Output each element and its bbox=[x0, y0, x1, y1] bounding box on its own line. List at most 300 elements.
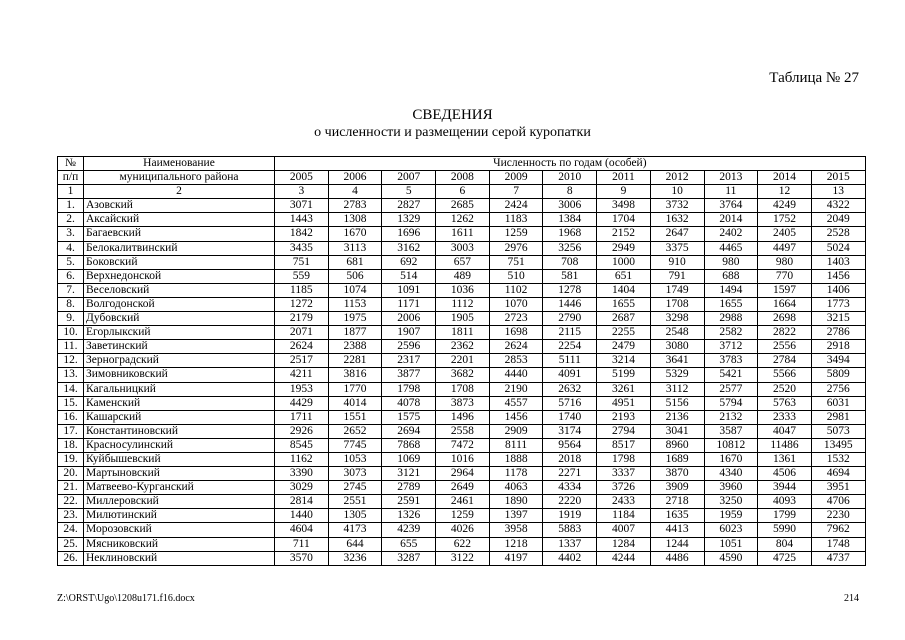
population-value: 2201 bbox=[436, 354, 490, 368]
year-header: 2009 bbox=[489, 171, 543, 185]
population-value: 2520 bbox=[758, 382, 812, 396]
population-value: 5990 bbox=[758, 523, 812, 537]
header-row-1 bbox=[58, 157, 866, 171]
population-value: 3816 bbox=[328, 368, 382, 382]
population-value: 2254 bbox=[543, 340, 597, 354]
population-value: 804 bbox=[758, 537, 812, 551]
population-value: 1919 bbox=[543, 509, 597, 523]
table-row bbox=[58, 241, 866, 255]
population-value: 2402 bbox=[704, 227, 758, 241]
population-value: 4557 bbox=[489, 396, 543, 410]
year-header: 2005 bbox=[275, 171, 329, 185]
population-value: 2789 bbox=[382, 481, 436, 495]
district-name: Зимовниковский bbox=[84, 368, 275, 382]
district-name: Дубовский bbox=[84, 312, 275, 326]
footer-page-number: 214 bbox=[844, 593, 859, 604]
population-value: 1664 bbox=[758, 297, 812, 311]
district-name: Егорлыкский bbox=[84, 326, 275, 340]
population-value: 2551 bbox=[328, 495, 382, 509]
population-value: 2698 bbox=[758, 312, 812, 326]
table-number: Таблица № 27 bbox=[769, 70, 859, 86]
column-number-cell: 3 bbox=[275, 185, 329, 199]
population-value: 1404 bbox=[597, 283, 651, 297]
population-value: 3944 bbox=[758, 481, 812, 495]
population-value: 2317 bbox=[382, 354, 436, 368]
population-value: 2981 bbox=[811, 410, 865, 424]
population-value: 2624 bbox=[489, 340, 543, 354]
population-value: 5329 bbox=[650, 368, 704, 382]
population-value: 751 bbox=[489, 255, 543, 269]
population-value: 7745 bbox=[328, 438, 382, 452]
population-value: 8517 bbox=[597, 438, 651, 452]
population-value: 4063 bbox=[489, 481, 543, 495]
population-value: 5199 bbox=[597, 368, 651, 382]
population-value: 651 bbox=[597, 269, 651, 283]
population-value: 1748 bbox=[811, 537, 865, 551]
population-value: 5763 bbox=[758, 396, 812, 410]
population-value: 3261 bbox=[597, 382, 651, 396]
population-value: 1877 bbox=[328, 326, 382, 340]
district-name: Заветинский bbox=[84, 340, 275, 354]
population-value: 4497 bbox=[758, 241, 812, 255]
footer-file-path: Z:\ORST\Ugo\1208u171.f16.docx bbox=[57, 593, 195, 604]
population-value: 910 bbox=[650, 255, 704, 269]
row-number: 19. bbox=[58, 452, 84, 466]
row-number: 4. bbox=[58, 241, 84, 255]
population-value: 1496 bbox=[436, 410, 490, 424]
population-value: 1262 bbox=[436, 213, 490, 227]
row-number: 18. bbox=[58, 438, 84, 452]
year-header: 2007 bbox=[382, 171, 436, 185]
population-value: 2647 bbox=[650, 227, 704, 241]
population-value: 1397 bbox=[489, 509, 543, 523]
population-value: 1053 bbox=[328, 452, 382, 466]
table-row bbox=[58, 312, 866, 326]
population-value: 3214 bbox=[597, 354, 651, 368]
population-value: 3112 bbox=[650, 382, 704, 396]
population-value: 4173 bbox=[328, 523, 382, 537]
population-value: 2926 bbox=[275, 424, 329, 438]
population-value: 1403 bbox=[811, 255, 865, 269]
population-value: 1153 bbox=[328, 297, 382, 311]
district-name: Зерноградский bbox=[84, 354, 275, 368]
population-value: 2362 bbox=[436, 340, 490, 354]
population-value: 8111 bbox=[489, 438, 543, 452]
population-value: 1798 bbox=[597, 452, 651, 466]
district-name: Боковский bbox=[84, 255, 275, 269]
column-number-cell: 2 bbox=[84, 185, 275, 199]
population-value: 4737 bbox=[811, 551, 865, 565]
population-value: 622 bbox=[436, 537, 490, 551]
population-value: 2179 bbox=[275, 312, 329, 326]
header-row-2 bbox=[58, 171, 866, 185]
year-header: 2008 bbox=[436, 171, 490, 185]
population-value: 2405 bbox=[758, 227, 812, 241]
population-value: 4091 bbox=[543, 368, 597, 382]
row-number: 10. bbox=[58, 326, 84, 340]
population-value: 2271 bbox=[543, 467, 597, 481]
row-number: 14. bbox=[58, 382, 84, 396]
population-value: 2071 bbox=[275, 326, 329, 340]
population-value: 1689 bbox=[650, 452, 704, 466]
table-row bbox=[58, 495, 866, 509]
row-number: 12. bbox=[58, 354, 84, 368]
row-number: 17. bbox=[58, 424, 84, 438]
population-value: 5073 bbox=[811, 424, 865, 438]
col-name-header-2: муниципального района bbox=[84, 171, 275, 185]
population-value: 1632 bbox=[650, 213, 704, 227]
table-row bbox=[58, 199, 866, 213]
population-value: 1244 bbox=[650, 537, 704, 551]
population-value: 1446 bbox=[543, 297, 597, 311]
district-name: Верхнедонской bbox=[84, 269, 275, 283]
table-row bbox=[58, 467, 866, 481]
population-value: 2049 bbox=[811, 213, 865, 227]
row-number: 22. bbox=[58, 495, 84, 509]
population-value: 1326 bbox=[382, 509, 436, 523]
population-value: 1112 bbox=[436, 297, 490, 311]
column-number-cell: 8 bbox=[543, 185, 597, 199]
population-value: 2388 bbox=[328, 340, 382, 354]
population-value: 1773 bbox=[811, 297, 865, 311]
population-value: 1337 bbox=[543, 537, 597, 551]
population-value: 5566 bbox=[758, 368, 812, 382]
row-number: 16. bbox=[58, 410, 84, 424]
population-value: 2333 bbox=[758, 410, 812, 424]
row-number: 1. bbox=[58, 199, 84, 213]
population-value: 1185 bbox=[275, 283, 329, 297]
population-value: 1171 bbox=[382, 297, 436, 311]
population-value: 4506 bbox=[758, 467, 812, 481]
row-number: 26. bbox=[58, 551, 84, 565]
table-row bbox=[58, 255, 866, 269]
population-value: 5716 bbox=[543, 396, 597, 410]
population-value: 1532 bbox=[811, 452, 865, 466]
population-value: 3494 bbox=[811, 354, 865, 368]
population-value: 4402 bbox=[543, 551, 597, 565]
population-value: 2591 bbox=[382, 495, 436, 509]
col-no-header-2: п/п bbox=[58, 171, 84, 185]
population-value: 559 bbox=[275, 269, 329, 283]
population-value: 2685 bbox=[436, 199, 490, 213]
population-value: 3162 bbox=[382, 241, 436, 255]
population-value: 3256 bbox=[543, 241, 597, 255]
population-value: 2517 bbox=[275, 354, 329, 368]
district-name: Волгодонской bbox=[84, 297, 275, 311]
population-value: 9564 bbox=[543, 438, 597, 452]
column-number-cell: 13 bbox=[811, 185, 865, 199]
population-value: 3215 bbox=[811, 312, 865, 326]
population-value: 2152 bbox=[597, 227, 651, 241]
population-value: 751 bbox=[275, 255, 329, 269]
population-value: 2582 bbox=[704, 326, 758, 340]
table-row bbox=[58, 227, 866, 241]
table-row bbox=[58, 283, 866, 297]
population-value: 1635 bbox=[650, 509, 704, 523]
population-value: 3174 bbox=[543, 424, 597, 438]
population-value: 6023 bbox=[704, 523, 758, 537]
population-value: 4951 bbox=[597, 396, 651, 410]
population-value: 1708 bbox=[436, 382, 490, 396]
district-name: Красносулинский bbox=[84, 438, 275, 452]
district-name: Миллеровский bbox=[84, 495, 275, 509]
population-value: 1259 bbox=[436, 509, 490, 523]
population-value: 1069 bbox=[382, 452, 436, 466]
population-value: 644 bbox=[328, 537, 382, 551]
population-value: 2596 bbox=[382, 340, 436, 354]
population-value: 3337 bbox=[597, 467, 651, 481]
population-value: 4725 bbox=[758, 551, 812, 565]
population-value: 1278 bbox=[543, 283, 597, 297]
population-value: 3122 bbox=[436, 551, 490, 565]
col-group-header: Численность по годам (особей) bbox=[275, 157, 866, 171]
population-value: 1770 bbox=[328, 382, 382, 396]
population-value: 3783 bbox=[704, 354, 758, 368]
table-row bbox=[58, 269, 866, 283]
population-value: 7472 bbox=[436, 438, 490, 452]
population-value: 1704 bbox=[597, 213, 651, 227]
table-row bbox=[58, 340, 866, 354]
population-value: 2632 bbox=[543, 382, 597, 396]
population-value: 1091 bbox=[382, 283, 436, 297]
row-number: 20. bbox=[58, 467, 84, 481]
population-value: 2136 bbox=[650, 410, 704, 424]
population-value: 655 bbox=[382, 537, 436, 551]
column-number-cell: 5 bbox=[382, 185, 436, 199]
table-row bbox=[58, 481, 866, 495]
population-value: 5421 bbox=[704, 368, 758, 382]
population-value: 4249 bbox=[758, 199, 812, 213]
population-value: 3041 bbox=[650, 424, 704, 438]
row-number: 3. bbox=[58, 227, 84, 241]
population-value: 5794 bbox=[704, 396, 758, 410]
population-value: 1968 bbox=[543, 227, 597, 241]
population-value: 6031 bbox=[811, 396, 865, 410]
population-value: 4211 bbox=[275, 368, 329, 382]
population-value: 3877 bbox=[382, 368, 436, 382]
population-value: 1443 bbox=[275, 213, 329, 227]
population-value: 1597 bbox=[758, 283, 812, 297]
population-value: 1842 bbox=[275, 227, 329, 241]
population-value: 3498 bbox=[597, 199, 651, 213]
table-row bbox=[58, 537, 866, 551]
population-value: 1184 bbox=[597, 509, 651, 523]
population-value: 1749 bbox=[650, 283, 704, 297]
population-value: 13495 bbox=[811, 438, 865, 452]
population-value: 711 bbox=[275, 537, 329, 551]
population-value: 1000 bbox=[597, 255, 651, 269]
population-value: 1218 bbox=[489, 537, 543, 551]
population-value: 2694 bbox=[382, 424, 436, 438]
district-name: Аксайский bbox=[84, 213, 275, 227]
row-number: 7. bbox=[58, 283, 84, 297]
population-value: 2909 bbox=[489, 424, 543, 438]
population-value: 4026 bbox=[436, 523, 490, 537]
population-value: 4340 bbox=[704, 467, 758, 481]
district-name: Багаевский bbox=[84, 227, 275, 241]
population-value: 2687 bbox=[597, 312, 651, 326]
column-number-cell: 11 bbox=[704, 185, 758, 199]
population-value: 1975 bbox=[328, 312, 382, 326]
population-value: 1440 bbox=[275, 509, 329, 523]
population-value: 4047 bbox=[758, 424, 812, 438]
population-value: 1456 bbox=[489, 410, 543, 424]
table-row bbox=[58, 326, 866, 340]
population-value: 2649 bbox=[436, 481, 490, 495]
district-name: Матвеево-Курганский bbox=[84, 481, 275, 495]
row-number: 21. bbox=[58, 481, 84, 495]
population-value: 3951 bbox=[811, 481, 865, 495]
row-number: 23. bbox=[58, 509, 84, 523]
population-value: 2786 bbox=[811, 326, 865, 340]
population-value: 3113 bbox=[328, 241, 382, 255]
population-value: 3287 bbox=[382, 551, 436, 565]
population-value: 3003 bbox=[436, 241, 490, 255]
district-name: Милютинский bbox=[84, 509, 275, 523]
table-row bbox=[58, 410, 866, 424]
population-value: 3873 bbox=[436, 396, 490, 410]
population-value: 657 bbox=[436, 255, 490, 269]
population-value: 2784 bbox=[758, 354, 812, 368]
population-value: 1811 bbox=[436, 326, 490, 340]
population-value: 3375 bbox=[650, 241, 704, 255]
population-value: 1284 bbox=[597, 537, 651, 551]
population-value: 1752 bbox=[758, 213, 812, 227]
population-value: 3641 bbox=[650, 354, 704, 368]
population-value: 2756 bbox=[811, 382, 865, 396]
year-header: 2011 bbox=[597, 171, 651, 185]
population-value: 1016 bbox=[436, 452, 490, 466]
table-row bbox=[58, 382, 866, 396]
district-name: Веселовский bbox=[84, 283, 275, 297]
district-name: Константиновский bbox=[84, 424, 275, 438]
population-value: 2230 bbox=[811, 509, 865, 523]
column-number-cell: 1 bbox=[58, 185, 84, 199]
population-value: 1670 bbox=[328, 227, 382, 241]
population-value: 3712 bbox=[704, 340, 758, 354]
population-value: 3587 bbox=[704, 424, 758, 438]
table-row bbox=[58, 396, 866, 410]
document-title: СВЕДЕНИЯ bbox=[412, 107, 493, 123]
district-name: Азовский bbox=[84, 199, 275, 213]
population-value: 2718 bbox=[650, 495, 704, 509]
population-value: 2949 bbox=[597, 241, 651, 255]
population-value: 2014 bbox=[704, 213, 758, 227]
population-value: 4465 bbox=[704, 241, 758, 255]
population-value: 3682 bbox=[436, 368, 490, 382]
population-value: 1074 bbox=[328, 283, 382, 297]
population-value: 1888 bbox=[489, 452, 543, 466]
population-value: 2115 bbox=[543, 326, 597, 340]
district-name: Мартыновский bbox=[84, 467, 275, 481]
population-value: 1708 bbox=[650, 297, 704, 311]
population-value: 2006 bbox=[382, 312, 436, 326]
population-value: 581 bbox=[543, 269, 597, 283]
population-value: 3071 bbox=[275, 199, 329, 213]
year-header: 2012 bbox=[650, 171, 704, 185]
population-value: 1575 bbox=[382, 410, 436, 424]
population-value: 1051 bbox=[704, 537, 758, 551]
population-value: 1259 bbox=[489, 227, 543, 241]
district-name: Морозовский bbox=[84, 523, 275, 537]
table-row bbox=[58, 452, 866, 466]
population-value: 2018 bbox=[543, 452, 597, 466]
population-value: 1698 bbox=[489, 326, 543, 340]
population-value: 1272 bbox=[275, 297, 329, 311]
population-value: 4706 bbox=[811, 495, 865, 509]
population-value: 1329 bbox=[382, 213, 436, 227]
year-header: 2006 bbox=[328, 171, 382, 185]
population-value: 1102 bbox=[489, 283, 543, 297]
population-value: 2193 bbox=[597, 410, 651, 424]
population-value: 4239 bbox=[382, 523, 436, 537]
population-value: 2918 bbox=[811, 340, 865, 354]
population-value: 2790 bbox=[543, 312, 597, 326]
row-number: 13. bbox=[58, 368, 84, 382]
population-value: 2988 bbox=[704, 312, 758, 326]
population-value: 2479 bbox=[597, 340, 651, 354]
population-value: 4007 bbox=[597, 523, 651, 537]
population-value: 3732 bbox=[650, 199, 704, 213]
population-value: 1551 bbox=[328, 410, 382, 424]
population-value: 2745 bbox=[328, 481, 382, 495]
population-value: 5156 bbox=[650, 396, 704, 410]
population-value: 4322 bbox=[811, 199, 865, 213]
year-header: 2010 bbox=[543, 171, 597, 185]
population-value: 1799 bbox=[758, 509, 812, 523]
population-value: 4440 bbox=[489, 368, 543, 382]
column-number-cell: 9 bbox=[597, 185, 651, 199]
row-number: 8. bbox=[58, 297, 84, 311]
population-value: 3870 bbox=[650, 467, 704, 481]
population-value: 980 bbox=[758, 255, 812, 269]
population-value: 2281 bbox=[328, 354, 382, 368]
document-subtitle: о численности и размещении серой куропатки bbox=[314, 125, 591, 140]
table-row bbox=[58, 424, 866, 438]
population-value: 1953 bbox=[275, 382, 329, 396]
row-number: 5. bbox=[58, 255, 84, 269]
population-value: 2220 bbox=[543, 495, 597, 509]
column-number-cell: 10 bbox=[650, 185, 704, 199]
population-value: 4078 bbox=[382, 396, 436, 410]
population-value: 2976 bbox=[489, 241, 543, 255]
population-value: 5024 bbox=[811, 241, 865, 255]
population-value: 791 bbox=[650, 269, 704, 283]
population-value: 4604 bbox=[275, 523, 329, 537]
population-value: 11486 bbox=[758, 438, 812, 452]
district-name: Белокалитвинский bbox=[84, 241, 275, 255]
column-number-row bbox=[58, 185, 866, 199]
year-header: 2015 bbox=[811, 171, 865, 185]
population-value: 3029 bbox=[275, 481, 329, 495]
table-row bbox=[58, 297, 866, 311]
population-value: 1907 bbox=[382, 326, 436, 340]
population-value: 2528 bbox=[811, 227, 865, 241]
population-value: 2461 bbox=[436, 495, 490, 509]
population-value: 3006 bbox=[543, 199, 597, 213]
district-name: Кашарский bbox=[84, 410, 275, 424]
population-value: 3570 bbox=[275, 551, 329, 565]
population-value: 1361 bbox=[758, 452, 812, 466]
column-number-cell: 6 bbox=[436, 185, 490, 199]
row-number: 25. bbox=[58, 537, 84, 551]
population-value: 1798 bbox=[382, 382, 436, 396]
population-value: 489 bbox=[436, 269, 490, 283]
table-row bbox=[58, 354, 866, 368]
table-row bbox=[58, 551, 866, 565]
population-value: 3073 bbox=[328, 467, 382, 481]
year-header: 2013 bbox=[704, 171, 758, 185]
